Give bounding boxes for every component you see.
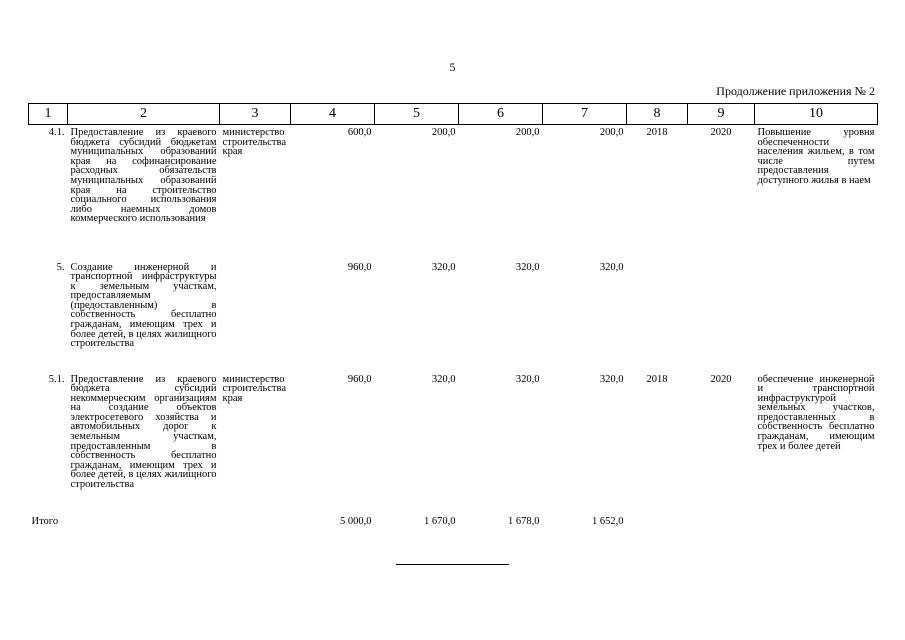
column-header: 3 [220, 104, 291, 125]
funding-total: 600,0 [347, 127, 372, 138]
row-number: 5.1. [48, 373, 65, 385]
program-measures-table [28, 103, 878, 526]
column-number-header-row [29, 104, 878, 125]
end-year [688, 260, 755, 372]
funding-total: 960,0 [347, 261, 372, 273]
total-year-2: 1 678,0 [508, 515, 540, 527]
column-header: 8 [627, 104, 688, 125]
table-row [29, 372, 878, 514]
measure-description: Предоставление из краевого бюджета субсидий бюджетам муниципальных образований края на софинансирование расходных обязательств муниципальных образований края на строительство социального использования либо наемных домов коммерческого использования [70, 127, 217, 225]
end-of-document-rule [396, 564, 509, 565]
funding-total: 960,0 [347, 373, 372, 385]
end-year: 2020 [710, 127, 732, 138]
total-label: Итого [31, 515, 59, 527]
column-header: 6 [459, 104, 543, 125]
total-year-3: 1 652,0 [592, 515, 624, 527]
funding-year-3: 200,0 [599, 127, 624, 138]
column-header: 2 [68, 104, 220, 125]
funding-year-1: 200,0 [431, 127, 456, 138]
responsible-executor [220, 260, 291, 372]
row-number: 4.1. [48, 127, 65, 138]
expected-result [755, 260, 878, 372]
responsible-executor: министерство строительства края [222, 373, 287, 404]
measure-description: Предоставление из краевого бюджета субсидий некоммерческим организациям на создание объектов электросетевого хозяйства и автомобильных дорог к земельным участкам, предоставленным в собственность бесплатно гражданам, имеющим трех и более детей, в целях жилищного строительства [70, 373, 217, 491]
expected-result: обеспечение инженерной и транспортной инфраструктурой земельных участков, предоставленных в собственность бесплатно гражданам, имеющим трех и более детей [757, 373, 875, 452]
table-row [29, 260, 878, 372]
measure-description: Создание инженерной и транспортной инфраструктуры к земельным участкам, предоставляемым (предоставленным) в собственность бесплатно гражданам, имеющим трех и более детей, в целях жилищного строительства [70, 261, 217, 350]
column-header: 10 [755, 104, 878, 125]
end-year: 2020 [710, 373, 732, 385]
column-header: 1 [29, 104, 68, 125]
column-header: 4 [291, 104, 375, 125]
funding-year-3: 320,0 [599, 261, 624, 273]
funding-year-2: 320,0 [515, 373, 540, 385]
funding-year-3: 320,0 [599, 373, 624, 385]
column-header: 7 [543, 104, 627, 125]
funding-year-1: 320,0 [431, 261, 456, 273]
row-number: 5. [56, 261, 65, 273]
total-year-1: 1 670,0 [424, 515, 456, 527]
column-header: 9 [688, 104, 755, 125]
total-funding: 5 000,0 [340, 515, 372, 527]
start-year: 2018 [646, 373, 668, 385]
table-row [29, 125, 878, 260]
total-row [29, 514, 878, 527]
funding-year-2: 200,0 [515, 127, 540, 138]
appendix-continuation-note: Продолжение приложения № 2 [716, 84, 875, 98]
start-year [627, 260, 688, 372]
expected-result: Повышение уровня обеспеченности населения жильем, в том числе путем предоставления доступного жилья в наем [757, 127, 875, 186]
funding-year-1: 320,0 [431, 373, 456, 385]
column-header: 5 [375, 104, 459, 125]
responsible-executor: министерство строительства края [222, 127, 287, 158]
page-number: 5 [449, 60, 456, 74]
funding-year-2: 320,0 [515, 261, 540, 273]
start-year: 2018 [646, 127, 668, 138]
